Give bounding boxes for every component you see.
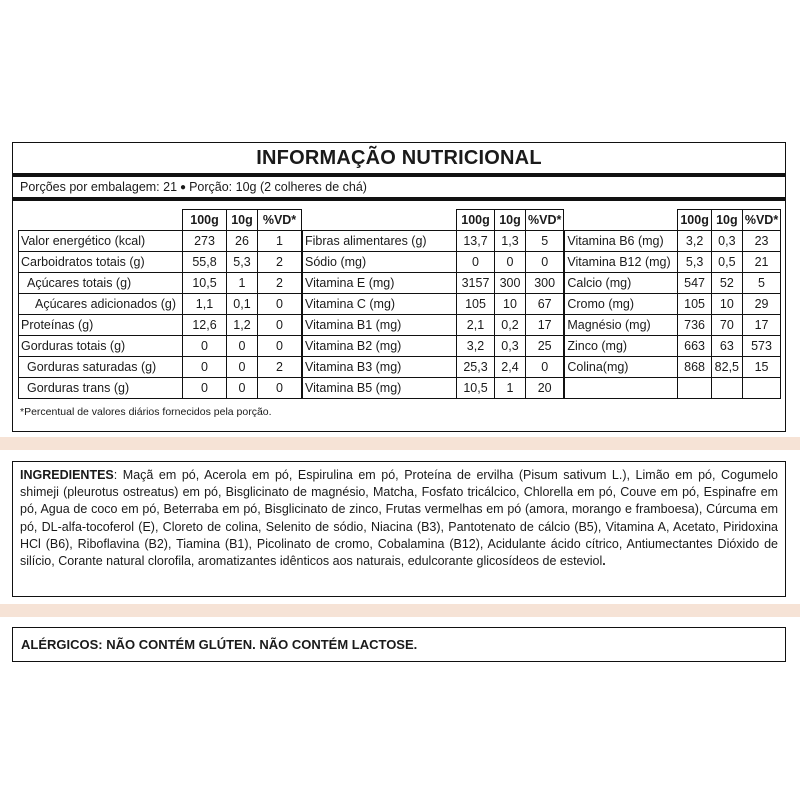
header-vd: %VD* [526,210,564,231]
value-10g: 0 [227,378,258,399]
ingredients-end: . [602,554,606,569]
value-10g: 0,2 [495,315,526,336]
table-row [565,294,781,315]
nutrient-label: Valor energético (kcal) [19,231,183,252]
nutrient-label: Vitamina B2 (mg) [303,336,457,357]
value-100g: 0 [457,252,495,273]
nutrient-label: Gorduras saturadas (g) [19,357,183,378]
table-row [303,315,564,336]
value-10g: 10 [495,294,526,315]
table-row [303,294,564,315]
nutrient-label: Calcio (mg) [565,273,678,294]
value-vd: 2 [258,252,302,273]
value-vd: 67 [526,294,564,315]
header-100g: 100g [457,210,495,231]
table-row [303,357,564,378]
value-10g: 1 [227,273,258,294]
portion-line [13,177,785,201]
value-100g: 3,2 [457,336,495,357]
nutrient-label: Magnésio (mg) [565,315,678,336]
header-10g: 10g [711,210,742,231]
nutrient-label: Açúcares totais (g) [19,273,183,294]
nutrition-tables [18,209,781,399]
table-header-row [303,210,564,231]
table-row [19,315,302,336]
table-row [565,273,781,294]
nutrition-table-2 [302,209,564,399]
table-row [19,357,302,378]
value-10g: 52 [711,273,742,294]
value-vd: 5 [526,231,564,252]
table-row [303,273,564,294]
value-10g: 82,5 [711,357,742,378]
value-100g: 3,2 [678,231,712,252]
value-100g: 5,3 [678,252,712,273]
nutrient-label: Fibras alimentares (g) [303,231,457,252]
servings-per-package: Porções por embalagem: 21 [20,180,178,194]
value-vd: 573 [742,336,780,357]
value-10g [711,378,742,399]
value-10g: 1 [495,378,526,399]
value-10g: 5,3 [227,252,258,273]
value-100g: 105 [457,294,495,315]
nutrient-label: Vitamina B3 (mg) [303,357,457,378]
value-10g: 26 [227,231,258,252]
header-100g: 100g [678,210,712,231]
header-10g: 10g [495,210,526,231]
allergens-text: ALÉRGICOS: NÃO CONTÉM GLÚTEN. NÃO CONTÉM LACTOSE. [21,637,418,652]
value-10g: 2,4 [495,357,526,378]
value-vd: 0 [526,252,564,273]
nutrient-label: Gorduras trans (g) [19,378,183,399]
value-100g: 13,7 [457,231,495,252]
value-100g: 868 [678,357,712,378]
value-100g: 273 [183,231,227,252]
value-vd: 0 [258,336,302,357]
value-vd: 2 [258,357,302,378]
nutrient-label: Vitamina B12 (mg) [565,252,678,273]
separator-bar [0,604,800,617]
allergens-panel [12,627,786,662]
nutrient-label: Sódio (mg) [303,252,457,273]
table-row [565,231,781,252]
value-vd: 17 [526,315,564,336]
value-10g: 1,2 [227,315,258,336]
table-row [19,252,302,273]
value-10g: 0 [227,357,258,378]
value-10g: 0,1 [227,294,258,315]
value-10g: 0 [227,336,258,357]
nutrient-label: Colina(mg) [565,357,678,378]
value-vd: 5 [742,273,780,294]
value-100g: 105 [678,294,712,315]
table-row [19,294,302,315]
header-label-cell [303,210,457,231]
value-vd: 21 [742,252,780,273]
nutrition-table-3 [564,209,781,399]
value-10g: 10 [711,294,742,315]
header-100g: 100g [183,210,227,231]
table-row [565,336,781,357]
value-100g [678,378,712,399]
nutrient-label: Açúcares adicionados (g) [19,294,183,315]
ingredients-text: : Maçã em pó, Acerola em pó, Espirulina em pó, Proteína de ervilha (Pisum sativum L.), Limão em pó, Cogumelo shimeji (pleurotus ostreatus) em pó, Bisglicinato de magnésio, Matcha, Fosfato tricálcico, Chlorella em pó, Couve em pó, Espinafre em pó, Agua de coco em pó, Beterraba em pó, Bisglicinato de zinco, Frutas vermelhas em pó (amora, morango e framboesa), Cúrcuma em pó, DL-alfa-tocoferol (E), Cloreto de colina, Selenito de sódio, Niacina (B3), Pantotenato de cálcio (B5), Vitamina A, Acetato, Piridoxina HCl (B6), Riboflavina (B2), Tiamina (B1), Picolinato de cromo, Cobalamina (B12), Acidulante ácido cítrico, Antiumectantes Dióxido de silício, Corante natural clorofila, aromatizantes idênticos aos naturais, edulcorante glicosídeos de esteviol [20,468,778,569]
table-row [303,231,564,252]
value-vd: 15 [742,357,780,378]
value-vd: 17 [742,315,780,336]
nutrient-label [565,378,678,399]
value-100g: 2,1 [457,315,495,336]
nutrient-label: Carboidratos totais (g) [19,252,183,273]
bullet-icon: ● [180,181,187,193]
header-label-cell [19,210,183,231]
value-vd: 0 [258,294,302,315]
nutrient-label: Vitamina B6 (mg) [565,231,678,252]
nutrient-label: Gorduras totais (g) [19,336,183,357]
table-row [303,252,564,273]
value-vd: 0 [526,357,564,378]
header-vd: %VD* [258,210,302,231]
header-vd: %VD* [742,210,780,231]
value-100g: 0 [183,357,227,378]
nutrient-label: Zinco (mg) [565,336,678,357]
value-100g: 3157 [457,273,495,294]
value-100g: 10,5 [183,273,227,294]
value-vd: 1 [258,231,302,252]
value-100g: 25,3 [457,357,495,378]
header-label-cell [565,210,678,231]
table-row [19,336,302,357]
value-vd: 23 [742,231,780,252]
value-10g: 300 [495,273,526,294]
nutrient-label: Vitamina E (mg) [303,273,457,294]
ingredients-header: INGREDIENTES [20,468,114,482]
table-row [19,378,302,399]
value-100g: 55,8 [183,252,227,273]
value-vd: 2 [258,273,302,294]
portion-size: Porção: 10g (2 colheres de chá) [189,180,367,194]
value-vd: 29 [742,294,780,315]
nutrient-label: Vitamina C (mg) [303,294,457,315]
value-vd: 0 [258,315,302,336]
value-10g: 0,5 [711,252,742,273]
value-100g: 1,1 [183,294,227,315]
nutrient-label: Vitamina B1 (mg) [303,315,457,336]
value-10g: 0,3 [495,336,526,357]
table-header-row [19,210,302,231]
nutrient-label: Cromo (mg) [565,294,678,315]
value-100g: 10,5 [457,378,495,399]
value-vd [742,378,780,399]
nutrition-title: INFORMAÇÃO NUTRICIONAL [13,143,785,177]
value-10g: 0 [495,252,526,273]
nutrient-label: Proteínas (g) [19,315,183,336]
value-100g: 0 [183,336,227,357]
table-header-row [565,210,781,231]
nutrient-label: Vitamina B5 (mg) [303,378,457,399]
header-10g: 10g [227,210,258,231]
value-100g: 0 [183,378,227,399]
table-row [19,231,302,252]
value-100g: 547 [678,273,712,294]
nutrition-table-1 [18,209,302,399]
ingredients-panel [12,461,786,597]
table-row [565,252,781,273]
value-10g: 1,3 [495,231,526,252]
table-row [565,378,781,399]
value-vd: 25 [526,336,564,357]
table-row [565,357,781,378]
value-vd: 0 [258,378,302,399]
nutrition-facts-panel [12,142,786,432]
table-row [303,336,564,357]
value-vd: 300 [526,273,564,294]
value-100g: 663 [678,336,712,357]
value-10g: 70 [711,315,742,336]
separator-bar [0,437,800,450]
table-row [19,273,302,294]
table-row [303,378,564,399]
value-vd: 20 [526,378,564,399]
value-100g: 12,6 [183,315,227,336]
value-10g: 0,3 [711,231,742,252]
value-100g: 736 [678,315,712,336]
footnote: *Percentual de valores diários fornecidos pela porção. [20,406,272,418]
table-row [565,315,781,336]
value-10g: 63 [711,336,742,357]
